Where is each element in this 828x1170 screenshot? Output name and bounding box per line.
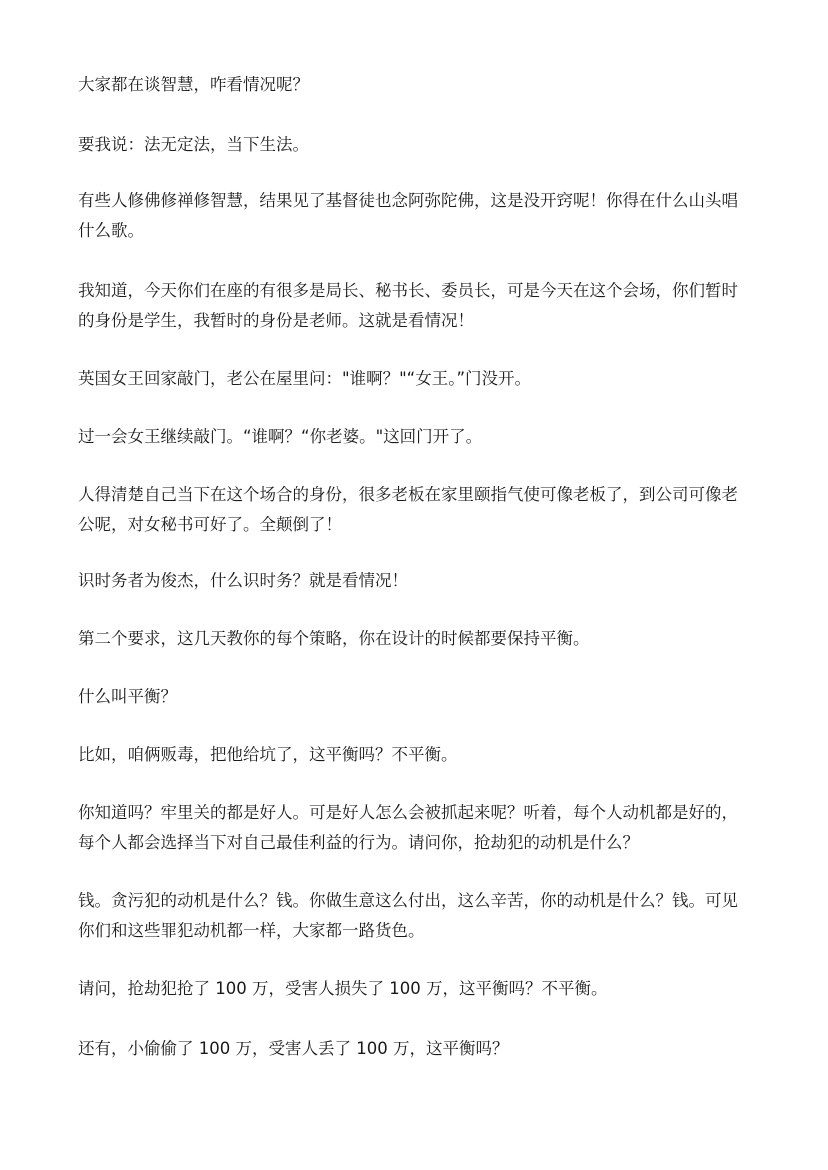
paragraph-8: 识时务者为俊杰，什么识时务？就是看情况！ xyxy=(78,571,408,590)
paragraph-12: 你知道吗？牢里关的都是好人。可是好人怎么会被抓起来呢？听着，每个人动机都是好的， 每个人都会选择当下对自己最佳利益的行为。请问你，抢劫犯的动机是什么？ xyxy=(78,803,738,852)
paragraph-2: 要我说：法无定法，当下生法。 xyxy=(78,135,309,154)
paragraph-10: 什么叫平衡？ xyxy=(78,687,177,706)
paragraph-5: 英国女王回家敲门，老公在屋里问："谁啊？"“女王。”门没开。 xyxy=(78,369,532,388)
paragraph-3: 有些人修佛修禅修智慧，结果见了基督徒也念阿弥陀佛，这是没开窍呢！你得在什么山头唱 什么歌。 xyxy=(78,191,738,240)
paragraph-6: 过一会女王继续敲门。“谁啊？“你老婆。"这回门开了。 xyxy=(78,427,483,446)
paragraph-11: 比如，咱俩贩毒，把他给坑了，这平衡吗？不平衡。 xyxy=(78,745,458,764)
paragraph-7: 人得清楚自己当下在这个场合的身份，很多老板在家里颐指气使可像老板了，到公司可像老 公呢，对女秘书可好了。全颠倒了！ xyxy=(78,485,738,534)
paragraph-15: 还有，小偷偷了 100 万，受害人丢了 100 万，这平衡吗？ xyxy=(78,1039,509,1058)
paragraph-4: 我知道，今天你们在座的有很多是局长、秘书长、委员长，可是今天在这个会场，你们暂时 的身份是学生，我暂时的身份是老师。这就是看情况！ xyxy=(78,281,738,330)
paragraph-13: 钱。贪污犯的动机是什么？钱。你做生意这么付出，这么辛苦，你的动机是什么？钱。可见 你们和这些罪犯动机都一样，大家都一路货色。 xyxy=(78,891,738,940)
paragraph-1: 大家都在谈智慧，咋看情况呢？ xyxy=(78,75,309,94)
paragraph-14: 请问，抢劫犯抢了 100 万，受害人损失了 100 万，这平衡吗？不平衡。 xyxy=(78,979,608,998)
paragraph-9: 第二个要求，这几天教你的每个策略，你在设计的时候都要保持平衡。 xyxy=(78,629,590,648)
